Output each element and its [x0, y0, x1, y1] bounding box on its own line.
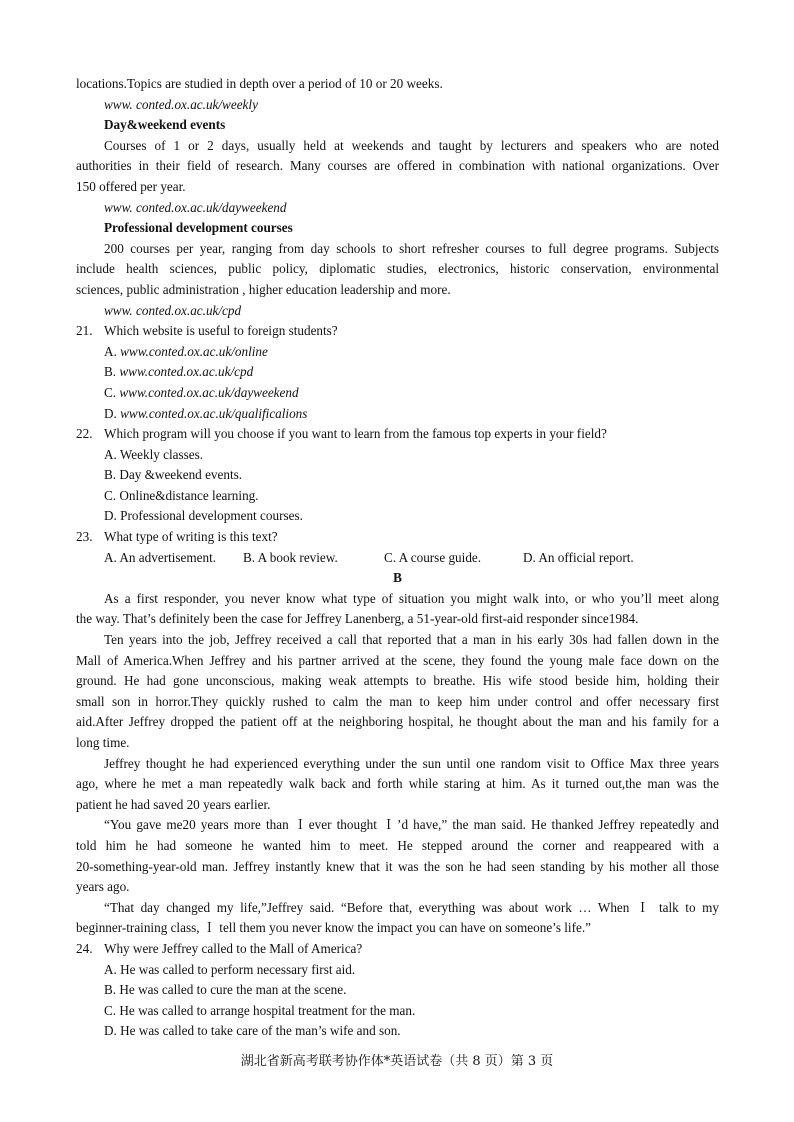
- option-letter: C.: [104, 384, 117, 400]
- section-url: www. conted.ox.ac.uk/cpd: [104, 302, 242, 318]
- continued-line: locations.Topics are studied in depth over a period of 10 or 20 weeks.: [76, 76, 443, 91]
- question-text: What type of writing is this text?: [104, 529, 278, 545]
- page-footer: 湖北省新高考联考协作体*英语试卷（共 8 页）第 3 页: [240, 1054, 554, 1069]
- option-c[interactable]: C. Online&distance learning.: [104, 487, 259, 503]
- section-professional-development: [76, 218, 719, 321]
- passage-b-paragraph-4: [76, 815, 719, 897]
- weekly-url: www. conted.ox.ac.uk/weekly: [104, 96, 258, 112]
- option-a[interactable]: A. He was called to perform necessary first aid.: [104, 961, 356, 977]
- option-text: www.conted.ox.ac.uk/dayweekend: [119, 384, 299, 400]
- question-number: 21.: [76, 323, 93, 339]
- paragraph-line: Jeffrey thought he had experienced everything under the sun until one random visit to Office Max three years: [104, 755, 719, 771]
- section-text-line: 150 offered per year.: [76, 178, 186, 194]
- option-b[interactable]: B. He was called to cure the man at the scene.: [104, 982, 347, 998]
- paragraph-line: As a first responder, you never know what type of situation you might walk into, or who you’ll meet along: [104, 590, 719, 606]
- option-text: www.conted.ox.ac.uk/qualificalions: [120, 405, 308, 421]
- paragraph-line: Ten years into the job, Jeffrey received a call that reported that a man in his early 30s had fallen down in the: [104, 632, 719, 648]
- option-d[interactable]: D. He was called to take care of the man’s wife and son.: [104, 1023, 401, 1039]
- section-text-line: 200 courses per year, ranging from day schools to short refresher courses to full degree programs. Subjects: [104, 240, 719, 256]
- paragraph-line: Mall of America.When Jeffrey and his partner arrived at the scene, they found the young male face down on the: [76, 652, 719, 668]
- question-number: 24.: [76, 940, 93, 956]
- question-stem: [76, 424, 719, 445]
- section-url: www. conted.ox.ac.uk/dayweekend: [104, 199, 287, 215]
- section-day-weekend: [76, 115, 719, 218]
- section-text-line: Courses of 1 or 2 days, usually held at weekends and taught by lecturers and speakers who are noted: [104, 137, 719, 153]
- option-d[interactable]: D. Professional development courses.: [104, 508, 303, 524]
- page-content: [76, 74, 719, 1042]
- question-stem: [76, 527, 719, 548]
- question-text: Why were Jeffrey called to the Mall of America?: [104, 940, 363, 956]
- option-c[interactable]: C. A course guide.: [384, 549, 482, 565]
- paragraph-line: “You gave me20 years more than Ｉever thought Ｉ’d have,” the man said. He thanked Jeffrey repeatedly and: [104, 817, 719, 833]
- option-a[interactable]: [76, 342, 719, 363]
- option-letter: D.: [104, 405, 117, 421]
- paragraph-line: ago, where he met a man repeatedly walk back and forth while staring at him. As it turned out,the man was the: [76, 776, 719, 792]
- section-text-line: sciences, public administration , higher education leadership and more.: [76, 281, 451, 297]
- paragraph-line: small son in horror.They quickly rushed to calm the man to keep him under control and offer necessary first: [76, 693, 719, 709]
- question-text: Which program will you choose if you want to learn from the famous top experts in your field?: [104, 426, 607, 442]
- section-text-line: authorities in their field of research. Many courses are offered in combination with national organizations. Over: [76, 158, 719, 174]
- question-number: 23.: [76, 529, 93, 545]
- option-b[interactable]: B. Day &weekend events.: [104, 467, 243, 483]
- question-number: 22.: [76, 426, 93, 442]
- paragraph-line: ground. He had gone unconscious, making weak attempts to breathe. His wife stood beside him, holding their: [76, 673, 719, 689]
- option-b[interactable]: [76, 362, 719, 383]
- passage-b-paragraph-3: [76, 754, 719, 816]
- paragraph-line: years ago.: [76, 879, 130, 895]
- question-21: [76, 321, 719, 424]
- question-24: [76, 939, 719, 1042]
- paragraph-line: 20-something-year-old man. Jeffrey instantly knew that it was the son he had seen standing by his mother all those: [76, 858, 719, 874]
- question-stem: [76, 321, 719, 342]
- options-row: [76, 548, 719, 569]
- section-heading: Professional development courses: [104, 220, 293, 236]
- option-c[interactable]: C. He was called to arrange hospital treatment for the man.: [104, 1002, 416, 1018]
- option-letter: A.: [104, 343, 117, 359]
- option-letter: B.: [104, 364, 117, 380]
- question-text: Which website is useful to foreign students?: [104, 323, 338, 339]
- passage-label: B: [393, 570, 402, 586]
- passage-b-paragraph-2: [76, 630, 719, 754]
- passage-b-paragraph-1: [76, 589, 719, 630]
- paragraph-line: told him he had someone he wanted him to meet. He stepped around the corner and reappeared with a: [76, 837, 719, 853]
- paragraph-line: beginner-training class, Ｉ tell them you never know the impact you can have on someone’s life.”: [76, 920, 591, 936]
- option-a[interactable]: A. An advertisement.: [104, 549, 217, 565]
- option-c[interactable]: [76, 383, 719, 404]
- option-text: www.conted.ox.ac.uk/cpd: [119, 364, 254, 380]
- question-23: [76, 527, 719, 568]
- question-stem: [76, 939, 719, 960]
- passage-b-paragraph-5: [76, 898, 719, 939]
- section-text-line: include health sciences, public policy, diplomatic studies, electronics, historic conservation, environmental: [76, 261, 719, 277]
- option-b[interactable]: B. A book review.: [243, 549, 338, 565]
- option-d[interactable]: [76, 404, 719, 425]
- paragraph-line: the way. That’s definitely been the case for Jeffrey Lanenberg, a 51-year-old first-aid responder since1984.: [76, 611, 639, 627]
- paragraph-line: “That day changed my life,”Jeffrey said. “Before that, everything was about work … When Ｉ talk to my: [104, 899, 719, 915]
- question-22: [76, 424, 719, 527]
- paragraph-line: long time.: [76, 735, 130, 750]
- paragraph-line: aid.After Jeffrey dropped the patient off at the neighboring hospital, he thought about the man and his family for a: [76, 714, 719, 730]
- option-a[interactable]: A. Weekly classes.: [104, 446, 204, 462]
- option-text: www.conted.ox.ac.uk/online: [120, 343, 268, 359]
- section-heading: Day&weekend events: [104, 117, 226, 133]
- option-d[interactable]: D. An official report.: [523, 549, 634, 565]
- paragraph-line: patient he had saved 20 years earlier.: [76, 796, 271, 812]
